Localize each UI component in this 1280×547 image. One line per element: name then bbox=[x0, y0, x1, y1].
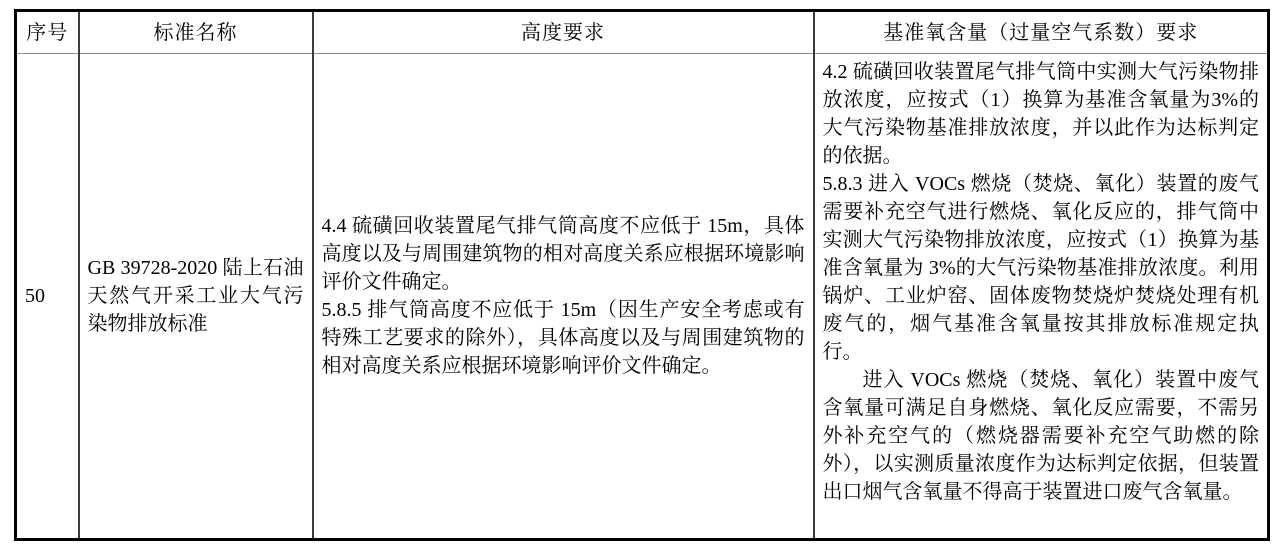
table-row bbox=[16, 54, 1269, 540]
height-paragraph-2: 5.8.5 排气筒高度不应低于 15m（因生产安全考虑或有特殊工艺要求的除外），具体高度以及与周围建筑物的相对高度关系应根据环境影响评价文件确定。 bbox=[321, 299, 805, 377]
cell-oxygen-requirements bbox=[814, 54, 1269, 540]
header-row bbox=[16, 11, 1269, 54]
standards-table bbox=[14, 9, 1270, 541]
col-header-standard-name: 标准名称 bbox=[79, 11, 313, 54]
oxygen-paragraph-1: 4.2 硫磺回收装置尾气排气筒中实测大气污染物排放浓度，应按式（1）换算为基准含氧量为3%的大气污染物基准排放浓度，并以此作为达标判定的依据。 bbox=[822, 61, 1259, 167]
col-header-height-requirements: 高度要求 bbox=[313, 11, 814, 54]
height-paragraph-1: 4.4 硫磺回收装置尾气排气筒高度不应低于 15m，具体高度以及与周围建筑物的相对高度关系应根据环境影响评价文件确定。 bbox=[321, 215, 805, 293]
cell-index: 50 bbox=[25, 285, 45, 307]
col-header-index: 序号 bbox=[16, 11, 79, 54]
oxygen-paragraph-3: 进入 VOCs 燃烧（焚烧、氧化）装置中废气含氧量可满足自身燃烧、氧化反应需要，不需另外补充空气的（燃烧器需要补充空气助燃的除外），以实测质量浓度作为达标判定依据，但装置出口烟气含氧量不得高于装置进口废气含氧量。 bbox=[822, 369, 1259, 503]
standard-name-text: GB 39728-2020 陆上石油天然气开采工业大气污染物排放标准 bbox=[87, 257, 304, 335]
cell-standard-name bbox=[79, 54, 313, 540]
cell-height-requirements bbox=[313, 54, 814, 540]
col-header-oxygen-requirements: 基准氧含量（过量空气系数）要求 bbox=[814, 11, 1269, 54]
oxygen-paragraph-2: 5.8.3 进入 VOCs 燃烧（焚烧、氧化）装置的废气需要补充空气进行燃烧、氧化反应的，排气筒中实测大气污染物排放浓度，应按式（1）换算为基准含氧量为 3%的大气污染物基准排放浓度。利用锅炉、工业炉窑、固体废物焚烧炉焚烧处理有机废气的，烟气基准含氧量按其排放标准规定执行。 bbox=[822, 173, 1259, 363]
